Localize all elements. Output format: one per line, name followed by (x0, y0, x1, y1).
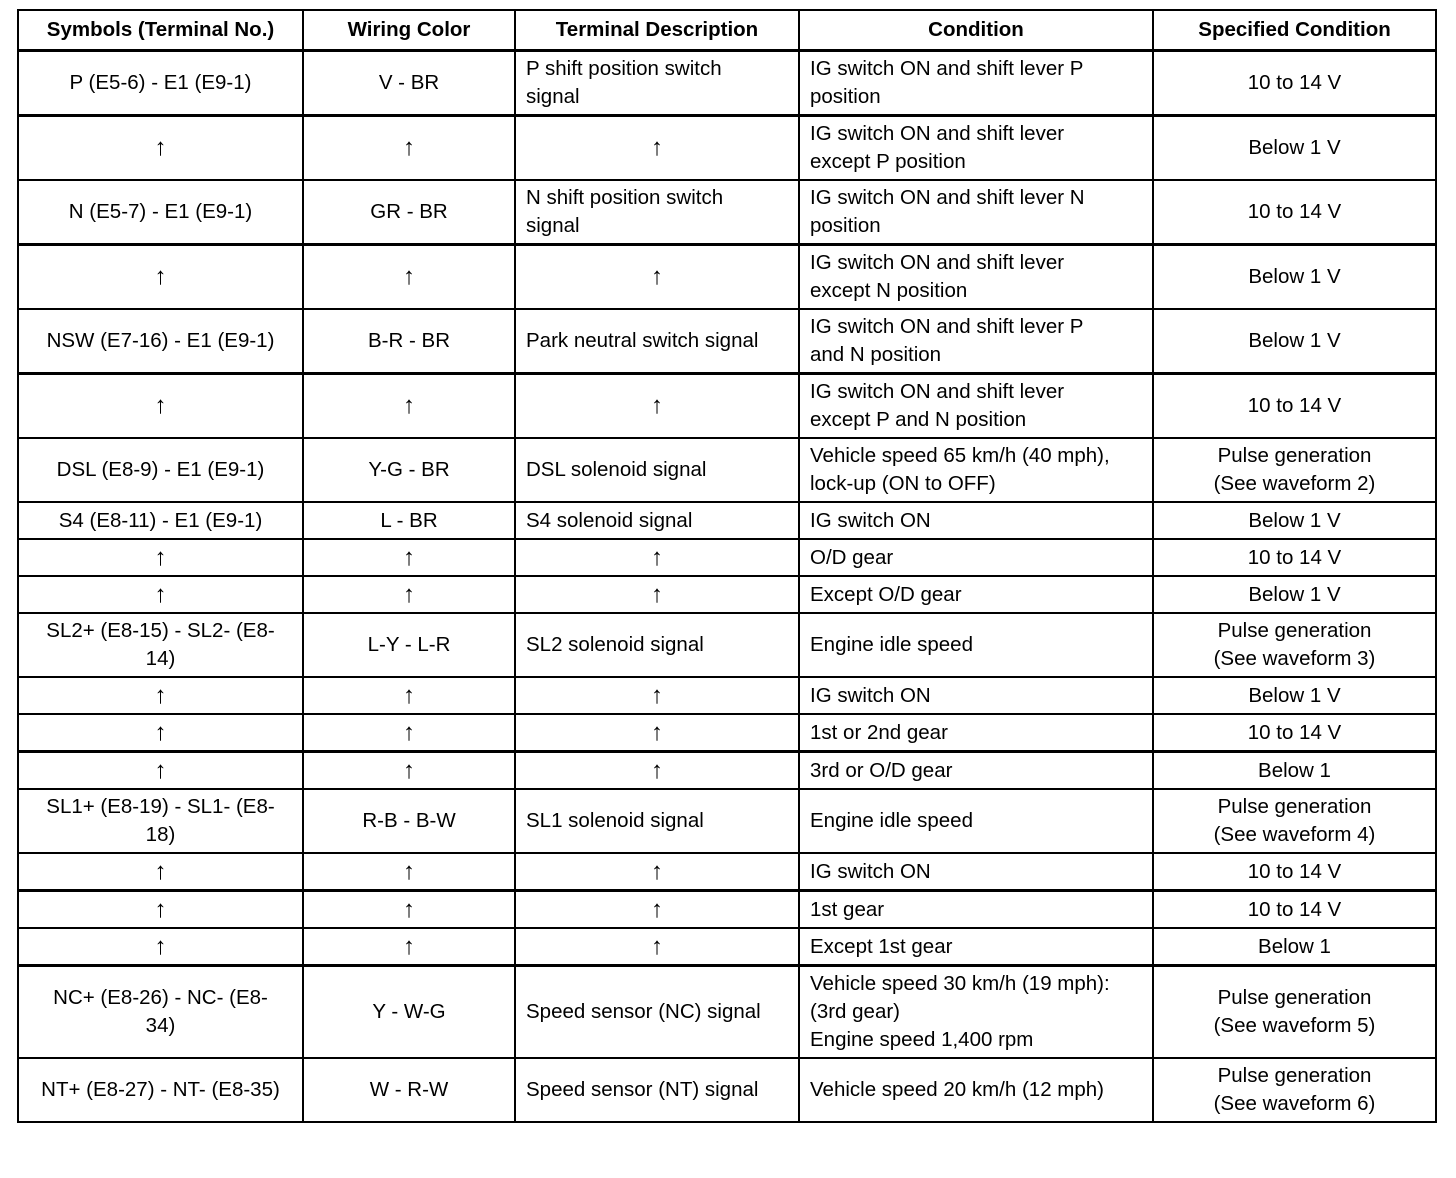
specified-condition-cell: Pulse generation (See waveform 6) (1153, 1058, 1436, 1122)
specified-condition-cell: 10 to 14 V (1153, 853, 1436, 891)
wiring-color-ditto-arrow: ↑ (303, 853, 515, 891)
terminal-description-ditto-arrow: ↑ (515, 576, 799, 613)
condition-cell: IG switch ON and shift lever except P and N position (799, 374, 1153, 439)
table-row (18, 438, 1436, 502)
specified-condition-cell: Pulse generation (See waveform 3) (1153, 613, 1436, 677)
symbols-cell: S4 (E8-11) - E1 (E9-1) (18, 502, 303, 539)
specified-condition-cell: Below 1 (1153, 752, 1436, 790)
table-row (18, 613, 1436, 677)
wiring-color-cell: V - BR (303, 51, 515, 116)
specified-condition-cell: 10 to 14 V (1153, 539, 1436, 576)
table-row (18, 116, 1436, 181)
table-row (18, 752, 1436, 790)
specified-condition-cell: Below 1 (1153, 928, 1436, 966)
table-row (18, 966, 1436, 1059)
specified-condition-cell: Below 1 V (1153, 245, 1436, 310)
condition-cell: IG switch ON (799, 502, 1153, 539)
condition-cell: IG switch ON and shift lever P and N position (799, 309, 1153, 374)
terminal-description-ditto-arrow: ↑ (515, 677, 799, 714)
specified-condition-cell: Pulse generation (See waveform 4) (1153, 789, 1436, 853)
terminal-description-cell: SL1 solenoid signal (515, 789, 799, 853)
terminal-description-ditto-arrow: ↑ (515, 116, 799, 181)
symbols-ditto-arrow: ↑ (18, 374, 303, 439)
wiring-color-ditto-arrow: ↑ (303, 116, 515, 181)
wiring-color-cell: Y - W-G (303, 966, 515, 1059)
specified-condition-cell: 10 to 14 V (1153, 374, 1436, 439)
wiring-color-cell: R-B - B-W (303, 789, 515, 853)
table-row (18, 245, 1436, 310)
terminal-description-cell: DSL solenoid signal (515, 438, 799, 502)
condition-cell: Except O/D gear (799, 576, 1153, 613)
table-row (18, 891, 1436, 929)
terminal-description-ditto-arrow: ↑ (515, 245, 799, 310)
table-row (18, 1058, 1436, 1122)
table-row (18, 928, 1436, 966)
terminal-description-ditto-arrow: ↑ (515, 891, 799, 929)
wiring-color-cell: L - BR (303, 502, 515, 539)
symbols-cell: N (E5-7) - E1 (E9-1) (18, 180, 303, 245)
terminal-description-cell: S4 solenoid signal (515, 502, 799, 539)
terminal-description-cell: Speed sensor (NT) signal (515, 1058, 799, 1122)
specified-condition-cell: Pulse generation (See waveform 5) (1153, 966, 1436, 1059)
specified-condition-cell: Below 1 V (1153, 576, 1436, 613)
symbols-cell: SL1+ (E8-19) - SL1- (E8- 18) (18, 789, 303, 853)
symbols-ditto-arrow: ↑ (18, 116, 303, 181)
terminal-description-ditto-arrow: ↑ (515, 374, 799, 439)
symbols-ditto-arrow: ↑ (18, 853, 303, 891)
table-row (18, 51, 1436, 116)
condition-cell: IG switch ON and shift lever except N position (799, 245, 1153, 310)
wiring-color-ditto-arrow: ↑ (303, 752, 515, 790)
symbols-cell: SL2+ (E8-15) - SL2- (E8- 14) (18, 613, 303, 677)
symbols-ditto-arrow: ↑ (18, 576, 303, 613)
wiring-color-cell: Y-G - BR (303, 438, 515, 502)
terminal-description-ditto-arrow: ↑ (515, 539, 799, 576)
specified-condition-cell: Below 1 V (1153, 309, 1436, 374)
symbols-cell: NC+ (E8-26) - NC- (E8- 34) (18, 966, 303, 1059)
symbols-ditto-arrow: ↑ (18, 245, 303, 310)
specified-condition-cell: Below 1 V (1153, 502, 1436, 539)
specified-condition-cell: Below 1 V (1153, 116, 1436, 181)
symbols-cell: P (E5-6) - E1 (E9-1) (18, 51, 303, 116)
specified-condition-cell: Pulse generation (See waveform 2) (1153, 438, 1436, 502)
wiring-color-ditto-arrow: ↑ (303, 539, 515, 576)
header-terminal-description: Terminal Description (515, 10, 799, 51)
specified-condition-cell: 10 to 14 V (1153, 891, 1436, 929)
specified-condition-cell: 10 to 14 V (1153, 180, 1436, 245)
table-row (18, 677, 1436, 714)
table-row (18, 502, 1436, 539)
wiring-color-ditto-arrow: ↑ (303, 677, 515, 714)
condition-cell: IG switch ON and shift lever N position (799, 180, 1153, 245)
table-row (18, 714, 1436, 752)
condition-cell: IG switch ON and shift lever P position (799, 51, 1153, 116)
table-row (18, 309, 1436, 374)
terminal-description-cell: N shift position switch signal (515, 180, 799, 245)
symbols-ditto-arrow: ↑ (18, 539, 303, 576)
condition-cell: Vehicle speed 65 km/h (40 mph), lock-up (ON to OFF) (799, 438, 1153, 502)
specified-condition-cell: Below 1 V (1153, 677, 1436, 714)
symbols-cell: NSW (E7-16) - E1 (E9-1) (18, 309, 303, 374)
condition-cell: 1st gear (799, 891, 1153, 929)
condition-cell: IG switch ON (799, 853, 1153, 891)
condition-cell: O/D gear (799, 539, 1153, 576)
header-condition: Condition (799, 10, 1153, 51)
terminal-description-ditto-arrow: ↑ (515, 752, 799, 790)
table-row (18, 789, 1436, 853)
table-row (18, 374, 1436, 439)
terminal-description-ditto-arrow: ↑ (515, 928, 799, 966)
wiring-color-cell: W - R-W (303, 1058, 515, 1122)
condition-cell: 3rd or O/D gear (799, 752, 1153, 790)
specified-condition-cell: 10 to 14 V (1153, 714, 1436, 752)
wiring-color-ditto-arrow: ↑ (303, 576, 515, 613)
wiring-color-ditto-arrow: ↑ (303, 928, 515, 966)
wiring-color-cell: GR - BR (303, 180, 515, 245)
symbols-ditto-arrow: ↑ (18, 928, 303, 966)
specified-condition-cell: 10 to 14 V (1153, 51, 1436, 116)
terminal-description-cell: P shift position switch signal (515, 51, 799, 116)
wiring-color-cell: B-R - BR (303, 309, 515, 374)
symbols-ditto-arrow: ↑ (18, 677, 303, 714)
terminal-description-ditto-arrow: ↑ (515, 853, 799, 891)
table-row (18, 576, 1436, 613)
terminal-description-cell: SL2 solenoid signal (515, 613, 799, 677)
condition-cell: Vehicle speed 20 km/h (12 mph) (799, 1058, 1153, 1122)
condition-cell: Engine idle speed (799, 613, 1153, 677)
table-row (18, 853, 1436, 891)
terminal-description-cell: Park neutral switch signal (515, 309, 799, 374)
condition-cell: Except 1st gear (799, 928, 1153, 966)
wiring-color-ditto-arrow: ↑ (303, 374, 515, 439)
header-wiring-color: Wiring Color (303, 10, 515, 51)
symbols-ditto-arrow: ↑ (18, 891, 303, 929)
condition-cell: IG switch ON (799, 677, 1153, 714)
condition-cell: Engine idle speed (799, 789, 1153, 853)
condition-cell: IG switch ON and shift lever except P position (799, 116, 1153, 181)
condition-cell: Vehicle speed 30 km/h (19 mph): (3rd gear) Engine speed 1,400 rpm (799, 966, 1153, 1059)
header-row (18, 10, 1436, 51)
symbols-ditto-arrow: ↑ (18, 714, 303, 752)
header-specified-condition: Specified Condition (1153, 10, 1436, 51)
condition-cell: 1st or 2nd gear (799, 714, 1153, 752)
wiring-color-ditto-arrow: ↑ (303, 891, 515, 929)
table-row (18, 180, 1436, 245)
symbols-cell: DSL (E8-9) - E1 (E9-1) (18, 438, 303, 502)
wiring-color-ditto-arrow: ↑ (303, 245, 515, 310)
wiring-color-ditto-arrow: ↑ (303, 714, 515, 752)
symbols-ditto-arrow: ↑ (18, 752, 303, 790)
terminal-description-ditto-arrow: ↑ (515, 714, 799, 752)
terminal-spec-table (17, 9, 1437, 1123)
table-row (18, 539, 1436, 576)
wiring-color-cell: L-Y - L-R (303, 613, 515, 677)
header-symbols: Symbols (Terminal No.) (18, 10, 303, 51)
terminal-description-cell: Speed sensor (NC) signal (515, 966, 799, 1059)
symbols-cell: NT+ (E8-27) - NT- (E8-35) (18, 1058, 303, 1122)
